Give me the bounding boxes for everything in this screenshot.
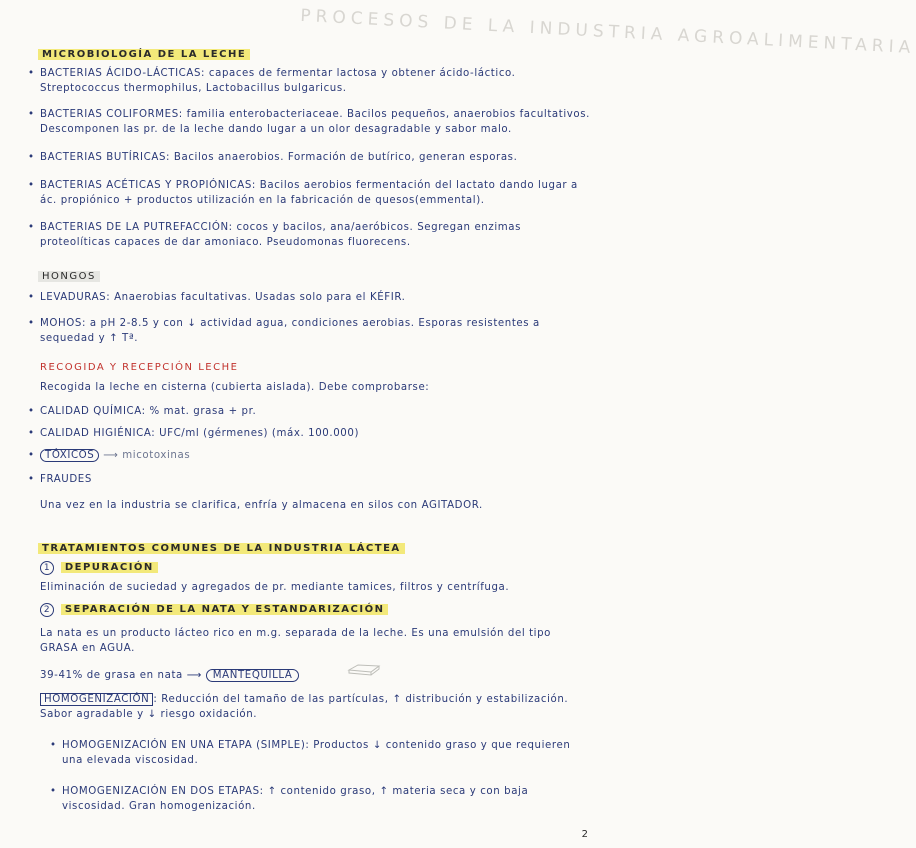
- bullet-icon: •: [28, 474, 35, 485]
- list-item: • BACTERIAS BUTÍRICAS: Bacilos anaerobios. Formación de butírico, generan esporas.: [28, 152, 518, 163]
- homogenizacion-line: HOMOGENIZACIÓN : Reducción del tamaño de las partículas, ↑ distribución y estabilización. Sabor agradable y ↓ riesgo oxidación.: [40, 694, 569, 720]
- separacion-heading: 2 SEPARACIÓN DE LA NATA Y ESTANDARIZACIÓN: [40, 602, 592, 617]
- list-item: • CALIDAD HIGIÉNICA: UFC/ml (gérmenes) (máx. 100.000): [28, 428, 360, 439]
- section-title-tratamientos: TRATAMIENTOS COMUNES DE LA INDUSTRIA LÁCTEA: [38, 536, 405, 555]
- list-item: • LEVADURAS: Anaerobias facultativas. Usadas solo para el KÉFIR.: [28, 292, 406, 303]
- bullet-icon: •: [50, 786, 57, 797]
- toxicos-circled: TÓXICOS: [40, 449, 99, 462]
- bleed-through-title: PROCESOS DE LA INDUSTRIA AGROALIMENTARIA: [299, 5, 916, 59]
- section-title-hongos: HONGOS: [38, 264, 100, 283]
- mantequilla-box: MANTEQUILLA: [206, 669, 300, 682]
- number-circle: 1: [40, 561, 54, 575]
- homogenizacion-box: HOMOGENIZACIÓN: [40, 693, 153, 706]
- bullet-icon: •: [50, 740, 57, 751]
- bullet-icon: •: [28, 450, 35, 461]
- list-item-toxicos: • TÓXICOS ⟶ micotoxinas: [28, 450, 191, 461]
- section-title-microbiologia: MICROBIOLOGÍA DE LA LECHE: [38, 42, 250, 61]
- arrow-icon: ⟶: [186, 670, 206, 681]
- depuracion-text: Eliminación de suciedad y agregados de pr. mediante tamices, filtros y centrífuga.: [40, 582, 510, 593]
- list-item: • BACTERIAS ACÉTICAS Y PROPIÓNICAS: Bacilos aerobios fermentación del lactato dando lugar a ác. propiónico + productos utilización en la fabricación de quesos(emmental).: [28, 180, 578, 206]
- list-item: • BACTERIAS ÁCIDO-LÁCTICAS: capaces de fermentar lactosa y obtener ácido-láctico. Streptococcus thermophilus, Lactobacillus bulgaricus.: [28, 68, 516, 94]
- recogida-closing: Una vez en la industria se clarifica, enfría y almacena en silos con AGITADOR.: [40, 500, 483, 511]
- separacion-text: La nata es un producto lácteo rico en m.g. separada de la leche. Es una emulsión del tipo GRASA en AGUA.: [40, 628, 552, 654]
- list-item: • CALIDAD QUÍMICA: % mat. grasa + pr.: [28, 406, 257, 417]
- recogida-intro: Recogida la leche en cisterna (cubierta aislada). Debe comprobarse:: [40, 382, 430, 393]
- list-item: • HOMOGENIZACIÓN EN DOS ETAPAS: ↑ contenido graso, ↑ materia seca y con baja viscosidad. Gran homogenización.: [50, 786, 529, 812]
- grasa-nata-line: 39-41% de grasa en nata ⟶ MANTEQUILLA: [40, 668, 592, 683]
- bullet-icon: •: [28, 109, 35, 120]
- bullet-icon: •: [28, 152, 35, 163]
- bullet-icon: •: [28, 222, 35, 233]
- butter-icon: [346, 660, 382, 678]
- number-circle: 2: [40, 603, 54, 617]
- list-item: • FRAUDES: [28, 474, 92, 485]
- page-number: 2: [581, 829, 588, 840]
- bullet-icon: •: [28, 292, 35, 303]
- depuracion-heading: 1 DEPURACIÓN: [40, 560, 592, 575]
- arrow-icon: ⟶: [103, 450, 123, 461]
- bullet-icon: •: [28, 406, 35, 417]
- list-item: • MOHOS: a pH 2-8.5 y con ↓ actividad agua, condiciones aerobias. Esporas resistentes a sequedad y ↑ Tª.: [28, 318, 540, 344]
- list-item: • BACTERIAS COLIFORMES: familia enterobacteriaceae. Bacilos pequeños, anaerobios facultativos. Descomponen las pr. de la leche dando lugar a un olor desagradable y sabor malo.: [28, 109, 590, 135]
- bullet-icon: •: [28, 428, 35, 439]
- list-item: • BACTERIAS DE LA PUTREFACCIÓN: cocos y bacilos, ana/aeróbicos. Segregan enzimas proteolíticas capaces de dar amoniaco. Pseudomonas fluorecens.: [28, 222, 522, 248]
- bullet-icon: •: [28, 68, 35, 79]
- bullet-icon: •: [28, 318, 35, 329]
- list-item: • HOMOGENIZACIÓN EN UNA ETAPA (SIMPLE): Productos ↓ contenido graso y que requieren una elevada viscosidad.: [50, 740, 571, 766]
- section-title-recogida: RECOGIDA Y RECEPCIÓN LECHE: [40, 362, 239, 373]
- bullet-icon: •: [28, 180, 35, 191]
